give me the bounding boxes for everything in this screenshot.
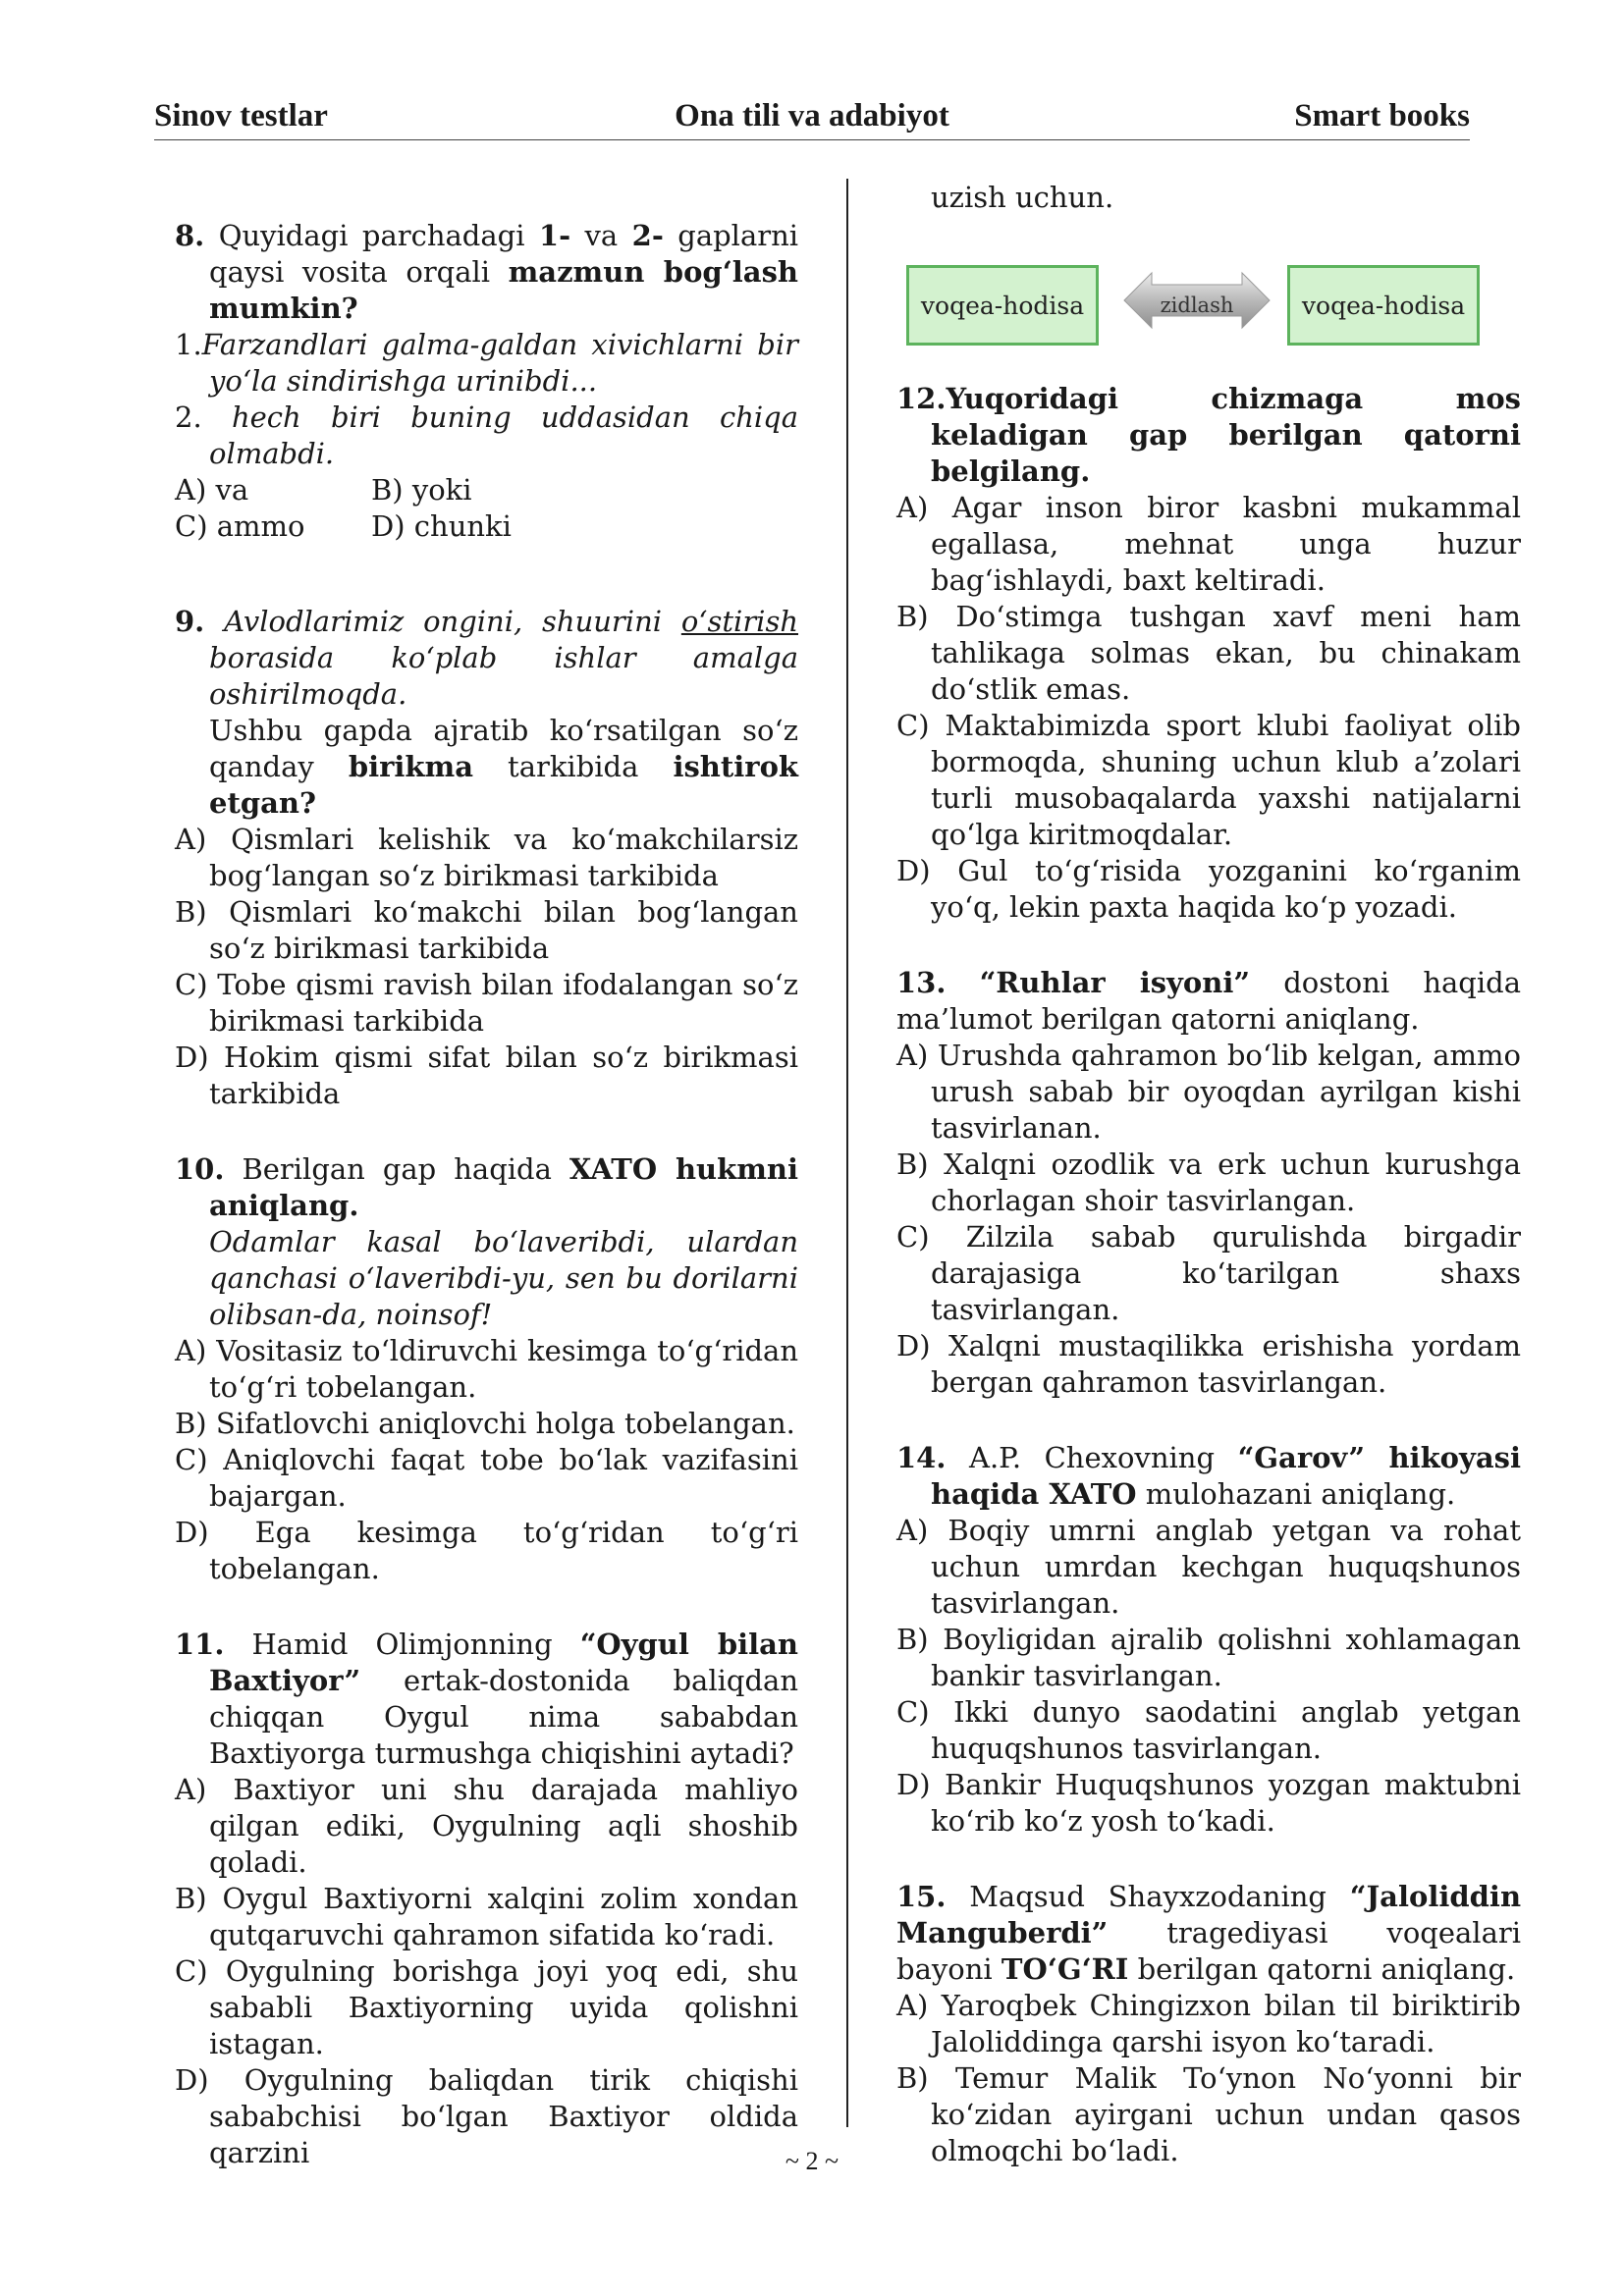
right-column xyxy=(896,180,1521,2209)
question-number: 13. xyxy=(896,966,947,999)
option-a[interactable]: A) Urushda qahramon bo‘lib kelgan, ammo urush sabab bir oyoqdan ayrilgan kishi tasvirlanan. xyxy=(896,1039,1521,1145)
option-d[interactable]: D) Gul to‘g‘risida yozganini ko‘rganim yo‘q, lekin paxta haqida ko‘p yozadi. xyxy=(896,854,1521,924)
option-b[interactable]: B) yoki xyxy=(371,473,472,507)
option-d[interactable]: D) chunki xyxy=(371,509,512,543)
question-14: 14. A.P. Chexovning “Garov” hikoyasi haqida XATO mulohazani aniqlang. A) Boqiy umrni anglab yetgan va rohat uchun umrdan kechgan huquqshunos tasvirlangan. B) Boyligidan ajralib qolishni xohlamagan bankir tasvirlangan. C) Ikki dunyo saodatini anglab yetgan huquqshunos tasvirlangan. D) Bankir Huquqshunos yozgan maktubni ko‘rib ko‘z yosh to‘kadi. xyxy=(896,1441,1521,1838)
option-b[interactable]: B) Oygul Baxtiyorni xalqini zolim xondan qutqaruvchi qahramon sifatida ko‘radi. xyxy=(175,1882,798,1951)
column-divider xyxy=(846,179,848,2127)
option-b[interactable]: B) Do‘stimga tushgan xavf meni ham tahlikaga solmas ekan, bu chinakam do‘stlik emas. xyxy=(896,600,1521,706)
option-d[interactable]: D) Bankir Huquqshunos yozgan maktubni ko‘rib ko‘z yosh to‘kadi. xyxy=(896,1768,1521,1838)
question-9: 9. Avlodlarimiz ongini, shuurini o‘stirish borasida ko‘plab ishlar amalga oshirilmoqda. Ushbu gapda ajratib ko‘rsatilgan so‘z qanday birikma tarkibida ishtirok etgan? A) Qismlari kelishik va ko‘makchilarsiz bog‘langan so‘z birikmasi tarkibida B) Qismlari ko‘makchi bilan bog‘langan so‘z birikmasi tarkibida C) Tobe qismi ravish bilan ifodalangan so‘z birikmasi tarkibida D) Hokim qismi sifat bilan so‘z birikmasi tarkibida xyxy=(175,605,799,1110)
option-a[interactable]: A) va xyxy=(175,473,249,507)
option-b[interactable]: B) Qismlari ko‘makchi bilan bog‘langan so‘z birikmasi tarkibida xyxy=(175,895,798,965)
option-b[interactable]: B) Boyligidan ajralib qolishni xohlamagan bankir tasvirlangan. xyxy=(896,1623,1521,1692)
option-a[interactable]: A) Vositasiz to‘ldiruvchi kesimga to‘g‘ridan to‘g‘ri tobelangan. xyxy=(175,1334,798,1404)
question-number: 11. xyxy=(175,1628,225,1661)
option-d-continuation: uzish uchun. xyxy=(931,181,1114,214)
answer-options xyxy=(175,472,798,545)
question-10: 10. Berilgan gap haqida XATO hukmni aniqlang. Odamlar kasal bo‘laveribdi, ulardan qanchasi o‘laveribdi-yu, sen bu dorilarni olibsan-da, noinsof! A) Vositasiz to‘ldiruvchi kesimga to‘g‘ridan to‘g‘ri tobelangan. B) Sifatlovchi aniqlovchi holga tobelangan. C) Aniqlovchi faqat tobe bo‘lak vazifasini bajargan. D) Ega kesimga to‘g‘ridan to‘g‘ri tobelangan. xyxy=(175,1152,799,1585)
question-8: 8. Quyidagi parchadagi 1- va 2- gaplarni qaysi vosita orqali mazmun bog‘lash mumkin? 1.Farzandlari galma-galdan xivichlarni bir yo‘la sindirishga urinibdi... 2. hech biri buning uddasidan chiqa olmabdi. A) va B) yoki C) ammo D) chunki xyxy=(175,219,799,543)
option-d[interactable]: D) Oygulning baliqdan tirik chiqishi sababchisi bo‘lgan Baxtiyor oldida qarzini xyxy=(175,2063,798,2169)
header-rule xyxy=(154,139,1470,140)
question-number: 8. xyxy=(175,219,205,252)
question-15: 15. Maqsud Shayxzodaning “Jaloliddin Manguberdi” tragediyasi voqealari bayoni TO‘G‘RI berilgan qatorni aniqlang. A) Yaroqbek Chingizxon bilan til biriktirib Jaloliddinga qarshi isyon ko‘taradi. B) Temur Malik To‘ynon No‘yonni bir ko‘zidan ayirgani uchun undan qasos olmoqchi bo‘ladi. xyxy=(896,1880,1522,2167)
sentence-2: hech biri buning uddasidan chiqa olmabdi. xyxy=(209,400,798,470)
option-a[interactable]: A) Agar inson biror kasbni mukammal egallasa, mehnat unga huzur bag‘ishlaydi, baxt keltiradi. xyxy=(896,491,1521,597)
option-c[interactable]: C) Aniqlovchi faqat tobe bo‘lak vazifasini bajargan. xyxy=(175,1443,798,1513)
diagram-right-box: voqea-hodisa xyxy=(1287,265,1480,346)
given-sentence: Odamlar kasal bo‘laveribdi, ulardan qanchasi o‘laveribdi-yu, sen bu dorilarni olibsan-da, noinsof! xyxy=(209,1225,798,1331)
option-b[interactable]: B) Temur Malik To‘ynon No‘yonni bir ko‘zidan ayirgani uchun undan qasos olmoqchi bo‘ladi. xyxy=(896,2061,1521,2167)
option-c[interactable]: C) Oygulning borishga joyi yoq edi, shu sababli Baxtiyorning uyida qolishni istagan. xyxy=(175,1954,798,2060)
question-11: 11. Hamid Olimjonning “Oygul bilan Baxtiyor” ertak-dostonida baliqdan chiqqan Oygul nima sababdan Baxtiyorga turmushga chiqishini aytadi? A) Baxtiyor uni shu darajada mahliyo qilgan ediki, Oygulning aqli shoshib qoladi. B) Oygul Baxtiyorni xalqini zolim xondan qutqaruvchi qahramon sifatida ko‘radi. C) Oygulning borishga joyi yoq edi, shu sababli Baxtiyorning uyida qolishni istagan. D) Oygulning baliqdan tirik chiqishi sababchisi bo‘lgan Baxtiyor oldida qarzini xyxy=(175,1628,798,2169)
question-number: 10. xyxy=(175,1152,225,1186)
question-12 xyxy=(896,381,1521,926)
arrow-label: zidlash xyxy=(1160,294,1234,317)
option-b[interactable]: B) Sifatlovchi aniqlovchi holga tobelangan. xyxy=(175,1407,795,1440)
option-a[interactable]: A) Qismlari kelishik va ko‘makchilarsiz bog‘langan so‘z birikmasi tarkibida xyxy=(175,823,798,892)
question-number: 14. xyxy=(896,1441,947,1474)
header-center: Ona tili va adabiyot xyxy=(675,98,949,133)
header-left: Sinov testlar xyxy=(154,98,328,133)
question-13: 13. “Ruhlar isyoni” dostoni haqida ma’lumot berilgan qatorni aniqlang. A) Urushda qahramon bo‘lib kelgan, ammo urush sabab bir oyoqdan ayrilgan kishi tasvirlanan. B) Xalqni ozodlik va erk uchun kurushga chorlagan shoir tasvirlangan. C) Zilzila sabab qurulishda birgadir darajasiga ko‘tarilgan shaxs tasvirlangan. D) Xalqni mustaqilikka erishisha yordam bergan qahramon tasvirlangan. xyxy=(896,966,1522,1399)
option-a[interactable]: A) Boqiy umrni anglab yetgan va rohat uchun umrdan kechgan huquqshunos tasvirlangan. xyxy=(896,1514,1521,1620)
option-d[interactable]: D) Hokim qismi sifat bilan so‘z birikmasi tarkibida xyxy=(175,1041,798,1110)
question-number: 9. xyxy=(175,605,205,638)
option-c[interactable]: C) Ikki dunyo saodatini anglab yetgan huquqshunos tasvirlangan. xyxy=(896,1695,1521,1765)
option-d[interactable]: D) Xalqni mustaqilikka erishisha yordam bergan qahramon tasvirlangan. xyxy=(896,1329,1521,1399)
option-c[interactable]: C) Zilzila sabab qurulishda birgadir darajasiga ko‘tarilgan shaxs tasvirlangan. xyxy=(896,1220,1521,1326)
question-12-text: 12.Yuqoridagi chizmaga mos keladigan gap berilgan qatorni belgilang. xyxy=(896,382,1521,488)
option-d[interactable]: D) Ega kesimga to‘g‘ridan to‘g‘ri tobelangan. xyxy=(175,1516,798,1585)
page-number: ~ 2 ~ xyxy=(785,2147,839,2175)
question-number: 15. xyxy=(896,1880,947,1913)
option-b[interactable]: B) Xalqni ozodlik va erk uchun kurushga chorlagan shoir tasvirlangan. xyxy=(896,1148,1521,1217)
diagram-left-box: voqea-hodisa xyxy=(906,265,1099,346)
header-right: Smart books xyxy=(1294,98,1470,133)
option-c[interactable]: C) Tobe qismi ravish bilan ifodalangan so‘z birikmasi tarkibida xyxy=(175,968,798,1038)
underlined-word: o‘stirish xyxy=(680,605,799,638)
diagram xyxy=(906,257,1521,355)
left-column xyxy=(175,218,798,2211)
option-a[interactable]: A) Yaroqbek Chingizxon bilan til biriktirib Jaloliddinga qarshi isyon ko‘taradi. xyxy=(896,1989,1521,2058)
option-c[interactable]: C) ammo xyxy=(175,509,305,543)
sentence-1: Farzandlari galma-galdan xivichlarni bir yo‘la sindirishga urinibdi... xyxy=(201,328,798,398)
option-c[interactable]: C) Maktabimizda sport klubi faoliyat olib bormoqda, shuning uchun klub a’zolari turli musobaqalarda yaxshi natijalarni qo‘lga kiritmoqdalar. xyxy=(896,709,1521,851)
option-a[interactable]: A) Baxtiyor uni shu darajada mahliyo qilgan ediki, Oygulning aqli shoshib qoladi. xyxy=(175,1773,798,1879)
